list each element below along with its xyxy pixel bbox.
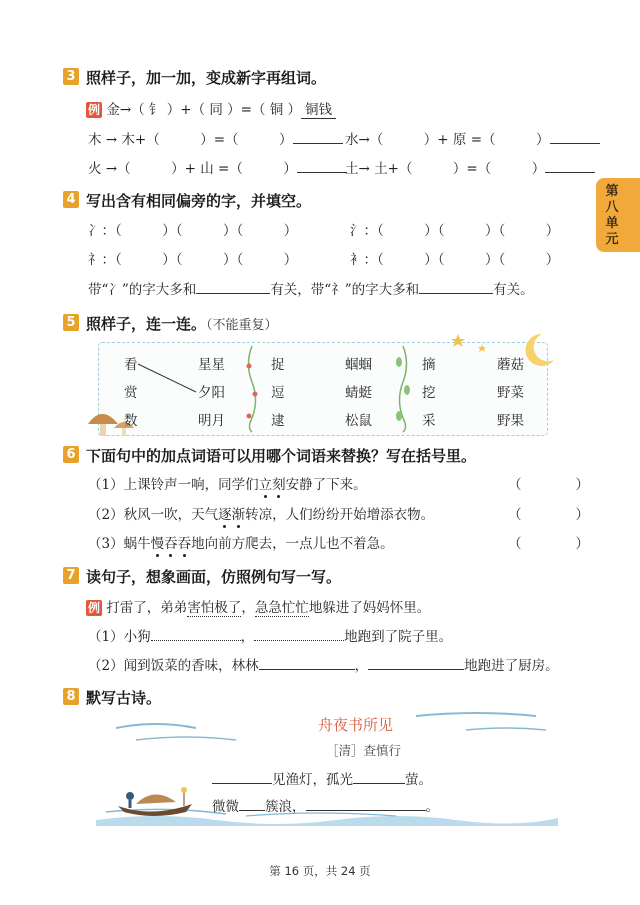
q5-col5-item[interactable]: 摘 <box>422 357 436 373</box>
q4-blank-1[interactable] <box>196 280 270 294</box>
q6-sentence-3: （3）蜗牛慢吞吞地向前方爬去，一点儿也不着急。 <box>88 536 394 552</box>
q7-s2-blank-2[interactable] <box>368 656 464 670</box>
dotted-char: 立 <box>258 477 273 493</box>
poem-l1-blank-1[interactable] <box>212 770 272 784</box>
q5-col2-item[interactable]: 明月 <box>198 413 225 429</box>
q6-dotted-word-1 <box>259 477 286 493</box>
vine-decoration-left <box>243 344 261 434</box>
poem-author: ［清］查慎行 <box>326 743 402 758</box>
poem-l2-blank-1[interactable] <box>239 797 265 811</box>
q5-col3-item[interactable]: 逮 <box>271 413 285 429</box>
q6-sentence-1: （1）上课铃声一响，同学们立刻安静了下来。 <box>88 477 367 493</box>
q5-col4-item[interactable]: 蜻蜓 <box>345 385 372 401</box>
q5-col4-item[interactable]: 松鼠 <box>345 413 372 429</box>
q5-col2-item[interactable]: 夕阳 <box>198 385 225 401</box>
poem-l2-blank-2[interactable] <box>306 797 426 811</box>
q3-title: 照样子，加一加，变成新字再组词。 <box>86 69 327 87</box>
poem-line-1: 见渔灯，孤光 萤。 <box>212 768 432 788</box>
q6-dotted-word-2 <box>218 507 245 523</box>
poem-line-2: 微微 簇浪， 。 <box>212 799 439 815</box>
q3-r1r-answer[interactable] <box>550 130 600 144</box>
q3-number: 3 <box>63 68 79 85</box>
q3-row1-right: 水→（ ）+ 原 =（ ） <box>345 128 600 148</box>
q5-title: 照样子，连一连。（不能重复） <box>86 315 278 333</box>
dotted-char: 吞 <box>164 536 178 552</box>
page-footer: 第 16 页，共 24 页 <box>269 864 371 878</box>
q7-example-tag: 例 <box>88 601 101 615</box>
q4-row2-right: 衤：（ ）（ ）（ ） <box>350 252 560 268</box>
poem-l1-blank-2[interactable] <box>353 770 405 784</box>
dotted-char: 逐 <box>218 507 232 523</box>
q8-title: 默写古诗。 <box>86 689 162 707</box>
q7-number: 7 <box>63 567 79 584</box>
q5-col6-item[interactable]: 野菜 <box>497 385 524 401</box>
q7-title: 读句子，想象画面，仿照例句写一写。 <box>86 568 342 586</box>
dotted-char: 慢 <box>150 536 165 552</box>
q7-s1-blank-1[interactable] <box>151 627 241 641</box>
q3-r1l-answer[interactable] <box>293 130 343 144</box>
q5-col2-item[interactable]: 星星 <box>198 357 225 373</box>
q5-col5-item[interactable]: 挖 <box>422 385 436 401</box>
dotted-char: 渐 <box>231 507 246 523</box>
dotted-char: 刻 <box>272 477 286 493</box>
q7-example: 例 打雷了，弟弟害怕极了，急急忙忙地躲进了妈妈怀里。 <box>88 600 431 616</box>
q7-sentence-2: （2）闻到饭菜的香味，林林 ， 地跑进了厨房。 <box>88 658 559 674</box>
q4-sentence: 带“冫”的字大多和 有关，带“礻”的字大多和 有关。 <box>88 282 534 298</box>
boat-icon <box>118 787 192 816</box>
q4-row1-right: 氵：（ ）（ ）（ ） <box>350 223 560 239</box>
q6-answer-paren-1[interactable]: （ ） <box>508 477 589 493</box>
poem-title: 舟夜书所见 <box>318 716 394 734</box>
q8-number: 8 <box>63 688 79 705</box>
q4-row1-left: 冫：（ ）（ ）（ ） <box>88 223 298 239</box>
q5-col5-item[interactable]: 采 <box>422 413 436 429</box>
q3-row2-right: 土→ 土+（ ）=（ ） <box>345 157 595 177</box>
q3-example-word: 铜钱 <box>301 102 336 119</box>
q5-col6-item[interactable]: 蘑菇 <box>497 357 524 373</box>
moon-icon <box>526 334 554 366</box>
q3-row2-left: 火 →（ ）+ 山 =（ ） <box>88 157 347 177</box>
q4-title: 写出含有相同偏旁的字，并填空。 <box>86 192 312 210</box>
unit-side-tab-label: 第八单元 <box>605 184 619 247</box>
q5-col3-item[interactable]: 捉 <box>271 357 285 373</box>
q7-s2-blank-1[interactable] <box>259 656 355 670</box>
q6-answer-paren-3[interactable]: （ ） <box>508 536 589 552</box>
q6-answer-paren-2[interactable]: （ ） <box>508 507 589 523</box>
q6-sentence-2: （2）秋风一吹，天气逐渐转凉，人们纷纷开始增添衣物。 <box>88 507 435 523</box>
star-icon <box>451 334 465 347</box>
q6-dotted-word-3 <box>151 536 192 552</box>
q5-number: 5 <box>63 314 79 331</box>
star-icon <box>478 344 486 352</box>
q5-col1-item[interactable]: 赏 <box>124 385 138 401</box>
q5-col6-item[interactable]: 野果 <box>497 413 524 429</box>
q5-col1-item[interactable]: 看 <box>124 357 138 373</box>
q3-r2l-answer[interactable] <box>297 159 347 173</box>
q4-blank-2[interactable] <box>419 280 493 294</box>
q7-s1-blank-2[interactable] <box>254 627 344 641</box>
q4-number: 4 <box>63 191 79 208</box>
q5-col1-item[interactable]: 数 <box>124 413 138 429</box>
vine-decoration-right <box>394 344 412 434</box>
q7-sentence-1: （1）小狗 ， 地跑到了院子里。 <box>88 629 453 645</box>
q5-col4-item[interactable]: 蝈蝈 <box>345 357 372 373</box>
q6-title: 下面句中的加点词语可以用哪个词语来替换？写在括号里。 <box>86 447 477 465</box>
q3-example: 例 金→（ 钅 ）+（ 同 ）=（ 铜 ） 铜钱 <box>86 98 336 118</box>
q6-number: 6 <box>63 446 79 463</box>
q5-col3-item[interactable]: 逗 <box>271 385 285 401</box>
q4-row2-left: 礻：（ ）（ ）（ ） <box>88 252 298 268</box>
q3-example-tag: 例 <box>88 103 101 117</box>
q3-r2r-answer[interactable] <box>545 159 595 173</box>
q3-row1-left: 木 → 木+（ ）=（ ） <box>88 128 343 148</box>
dotted-char: 吞 <box>177 536 192 552</box>
